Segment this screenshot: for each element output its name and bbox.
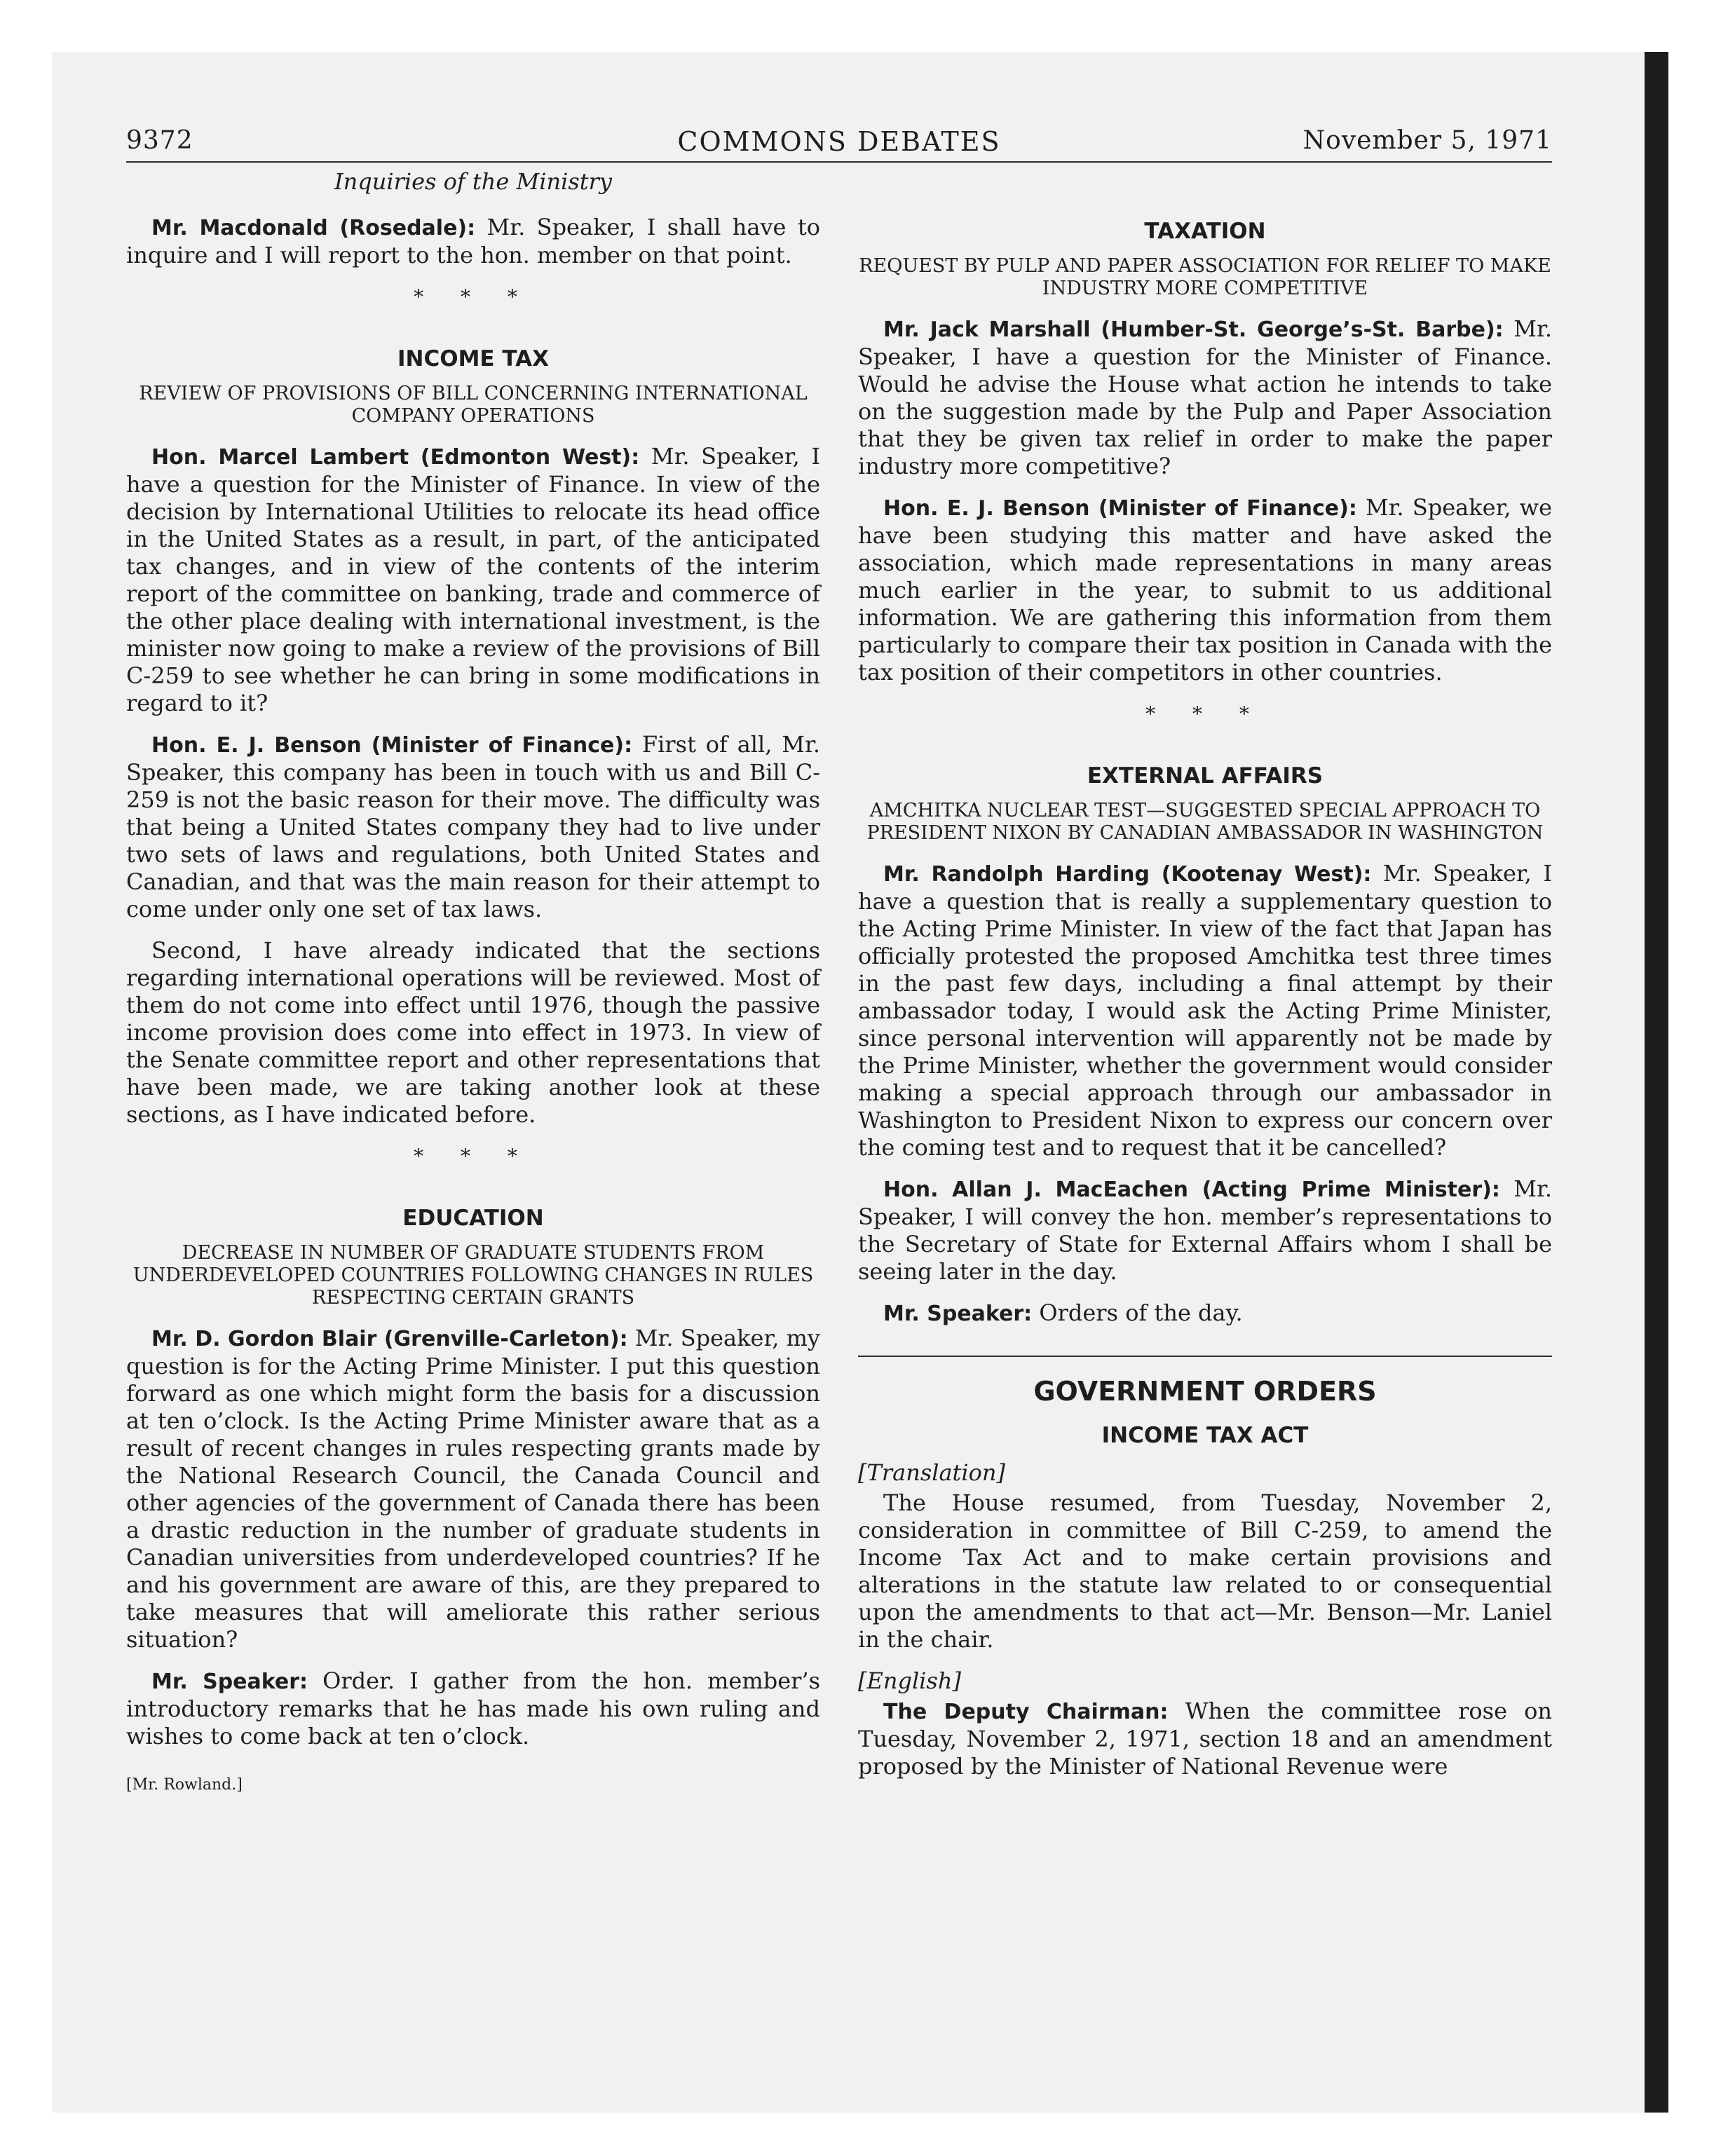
section-heading: INCOME TAX ACT bbox=[1101, 1423, 1309, 1448]
section-subheading: DECREASE IN NUMBER OF GRADUATE STUDENTS FROM UNDERDEVELOPED COUNTRIES FOLLOWING CHANGES IN RULES RESPECTING CERTAIN GRANTS bbox=[132, 1242, 814, 1309]
language-tag: [Translation] bbox=[858, 1459, 1005, 1486]
section-heading: EXTERNAL AFFAIRS bbox=[1087, 763, 1324, 789]
paragraph bbox=[126, 1325, 820, 1653]
speech-text: When the committee rose on Tuesday, November 2, 1971, section 18 and an amendment proposed by the Minister of National Revenue were bbox=[858, 1698, 1553, 1780]
page-header bbox=[126, 126, 1552, 161]
paragraph bbox=[858, 1698, 1552, 1780]
paragraph bbox=[126, 1667, 820, 1750]
left-column bbox=[126, 214, 820, 1799]
speaker-name: Hon. E. J. Benson (Minister of Finance): bbox=[883, 496, 1357, 521]
speech-text: Order. I gather from the hon. member’s introductory remarks that he has made his own ruling and wishes to come back at ten o’clock. bbox=[126, 1667, 821, 1749]
speech-text: Mr. Speaker, we have been studying this matter and have asked the association, which made representations in many areas much earlier in the year, to submit to us additional information. We are gathering this information from them particularly to compare their tax position in Canada with the tax position of their competitors in other countries. bbox=[858, 494, 1553, 685]
section-heading: EDUCATION bbox=[402, 1206, 544, 1231]
speech-text: Mr. Speaker, I will convey the hon. member’s representations to the Secretary of State for External Affairs whom I shall be seeing later in the day. bbox=[858, 1175, 1553, 1285]
speech-text: Mr. Speaker, I have a question that is really a supplementary question to the Acting Prime Minister. In view of the fact that Japan has officially protested the proposed Amchitka test three times in the past few days, including a final attempt by their ambassador today, I would ask the Acting Prime Minister, since personal intervention will apparently not be made by the Prime Minister, whether the government would consider making a special approach through our ambassador in Washington to President Nixon to express our concern over the coming test and to request that it be cancelled? bbox=[858, 860, 1553, 1161]
paragraph bbox=[126, 731, 820, 923]
section-subheading: REVIEW OF PROVISIONS OF BILL CONCERNING INTERNATIONAL COMPANY OPERATIONS bbox=[139, 383, 808, 427]
speaker-name: Mr. Jack Marshall (Humber-St. George’s-St. Barbe): bbox=[883, 318, 1504, 342]
paragraph bbox=[858, 1299, 1552, 1328]
section-subheading: AMCHITKA NUCLEAR TEST—SUGGESTED SPECIAL APPROACH TO PRESIDENT NIXON BY CANADIAN AMBASSADOR IN WASHINGTON bbox=[866, 800, 1544, 844]
paragraph: Second, I have already indicated that the sections regarding international operations will be reviewed. Most of them do not come into effect until 1976, though the passive income provision does come into effect in 1973. In view of the Senate committee report and other representations that have been made, we are taking another look at these sections, as I have indicated before. bbox=[126, 937, 820, 1128]
speech-text: Mr. Speaker, I shall have to inquire and I will report to the hon. member on that point. bbox=[126, 214, 821, 268]
right-column bbox=[858, 214, 1552, 1794]
paragraph bbox=[858, 315, 1552, 480]
speech-text: First of all, Mr. Speaker, this company has been in touch with us and Bill C-259 is not the basic reason for their move. The difficulty was that being a United States company they had to live under two sets of laws and regulations, both United States and Canadian, and that was the main reason for their attempt to come under only one set of tax laws. bbox=[126, 731, 821, 922]
paragraph bbox=[858, 494, 1552, 686]
speaker-name: Mr. Randolph Harding (Kootenay West): bbox=[883, 862, 1372, 887]
publication-title: COMMONS DEBATES bbox=[677, 126, 1001, 157]
section-separator: * * * bbox=[414, 1145, 533, 1168]
running-head: Inquiries of the Ministry bbox=[334, 168, 612, 195]
speaker-name: Hon. Allan J. MacEachen (Acting Prime Minister): bbox=[883, 1178, 1500, 1202]
speech-text: Orders of the day. bbox=[1039, 1299, 1243, 1326]
paragraph bbox=[858, 860, 1552, 1161]
speaker-name: Mr. Speaker: bbox=[883, 1302, 1033, 1326]
speech-text: Mr. Speaker, I have a question for the Minister of Finance. Would he advise the House what action he intends to take on the suggestion made by the Pulp and Paper Association that they be given tax relief in order to make the paper industry more competitive? bbox=[858, 315, 1552, 479]
major-heading: GOVERNMENT ORDERS bbox=[1033, 1376, 1377, 1407]
section-subheading: REQUEST BY PULP AND PAPER ASSOCIATION FOR RELIEF TO MAKE INDUSTRY MORE COMPETITIVE bbox=[859, 255, 1551, 299]
section-heading: INCOME TAX bbox=[397, 346, 550, 371]
speaker-name: Mr. Speaker: bbox=[151, 1670, 308, 1694]
section-heading: TAXATION bbox=[1144, 219, 1266, 244]
paragraph: The House resumed, from Tuesday, November 2, consideration in committee of Bill C-259, to amend the Income Tax Act and to make certain provisions and alterations in the statute law related to or consequential upon the amendments to that act—Mr. Benson—Mr. Laniel in the chair. bbox=[858, 1489, 1552, 1653]
paragraph bbox=[126, 443, 820, 717]
speaker-name: Mr. D. Gordon Blair (Grenville-Carleton): bbox=[151, 1327, 628, 1351]
speaker-name: Hon. Marcel Lambert (Edmonton West): bbox=[151, 445, 640, 470]
speaker-name: The Deputy Chairman: bbox=[883, 1700, 1169, 1724]
section-separator: * * * bbox=[1145, 702, 1265, 725]
section-separator: * * * bbox=[414, 285, 533, 308]
scan-edge-shadow bbox=[1645, 52, 1668, 2113]
paragraph bbox=[858, 1175, 1552, 1285]
paragraph bbox=[126, 214, 820, 269]
page-number: 9372 bbox=[126, 126, 193, 155]
speaker-name: Hon. E. J. Benson (Minister of Finance): bbox=[151, 733, 633, 758]
speaker-name: Mr. Macdonald (Rosedale): bbox=[151, 216, 476, 240]
speech-text: Mr. Speaker, my question is for the Acting Prime Minister. I put this question forward as one which might form the basis for a discussion at ten o’clock. Is the Acting Prime Minister aware that as a result of recent changes in rules respecting grants made by the National Research Council, the Canada Council and other agencies of the government of Canada there has been a drastic reduction in the number of graduate students in Canadian universities from underdeveloped countries? If he and his government are aware of this, are they prepared to take measures that will ameliorate this rather serious situation? bbox=[126, 1325, 820, 1653]
publication-date: November 5, 1971 bbox=[1302, 126, 1552, 155]
section-rule bbox=[858, 1356, 1552, 1357]
footnote: [Mr. Rowland.] bbox=[126, 1776, 243, 1794]
language-tag: [English] bbox=[858, 1667, 961, 1694]
header-rule bbox=[126, 161, 1552, 163]
speech-text: Mr. Speaker, I have a question for the Minister of Finance. In view of the decision by International Utilities to relocate its head office in the United States as a result, in part, of the anticipated tax changes, and in view of the contents of the interim report of the committee on banking, trade and commerce of the other place dealing with international investment, is the minister now going to make a review of the provisions of Bill C-259 to see whether he can bring in some modifications in regard to it? bbox=[126, 443, 821, 716]
